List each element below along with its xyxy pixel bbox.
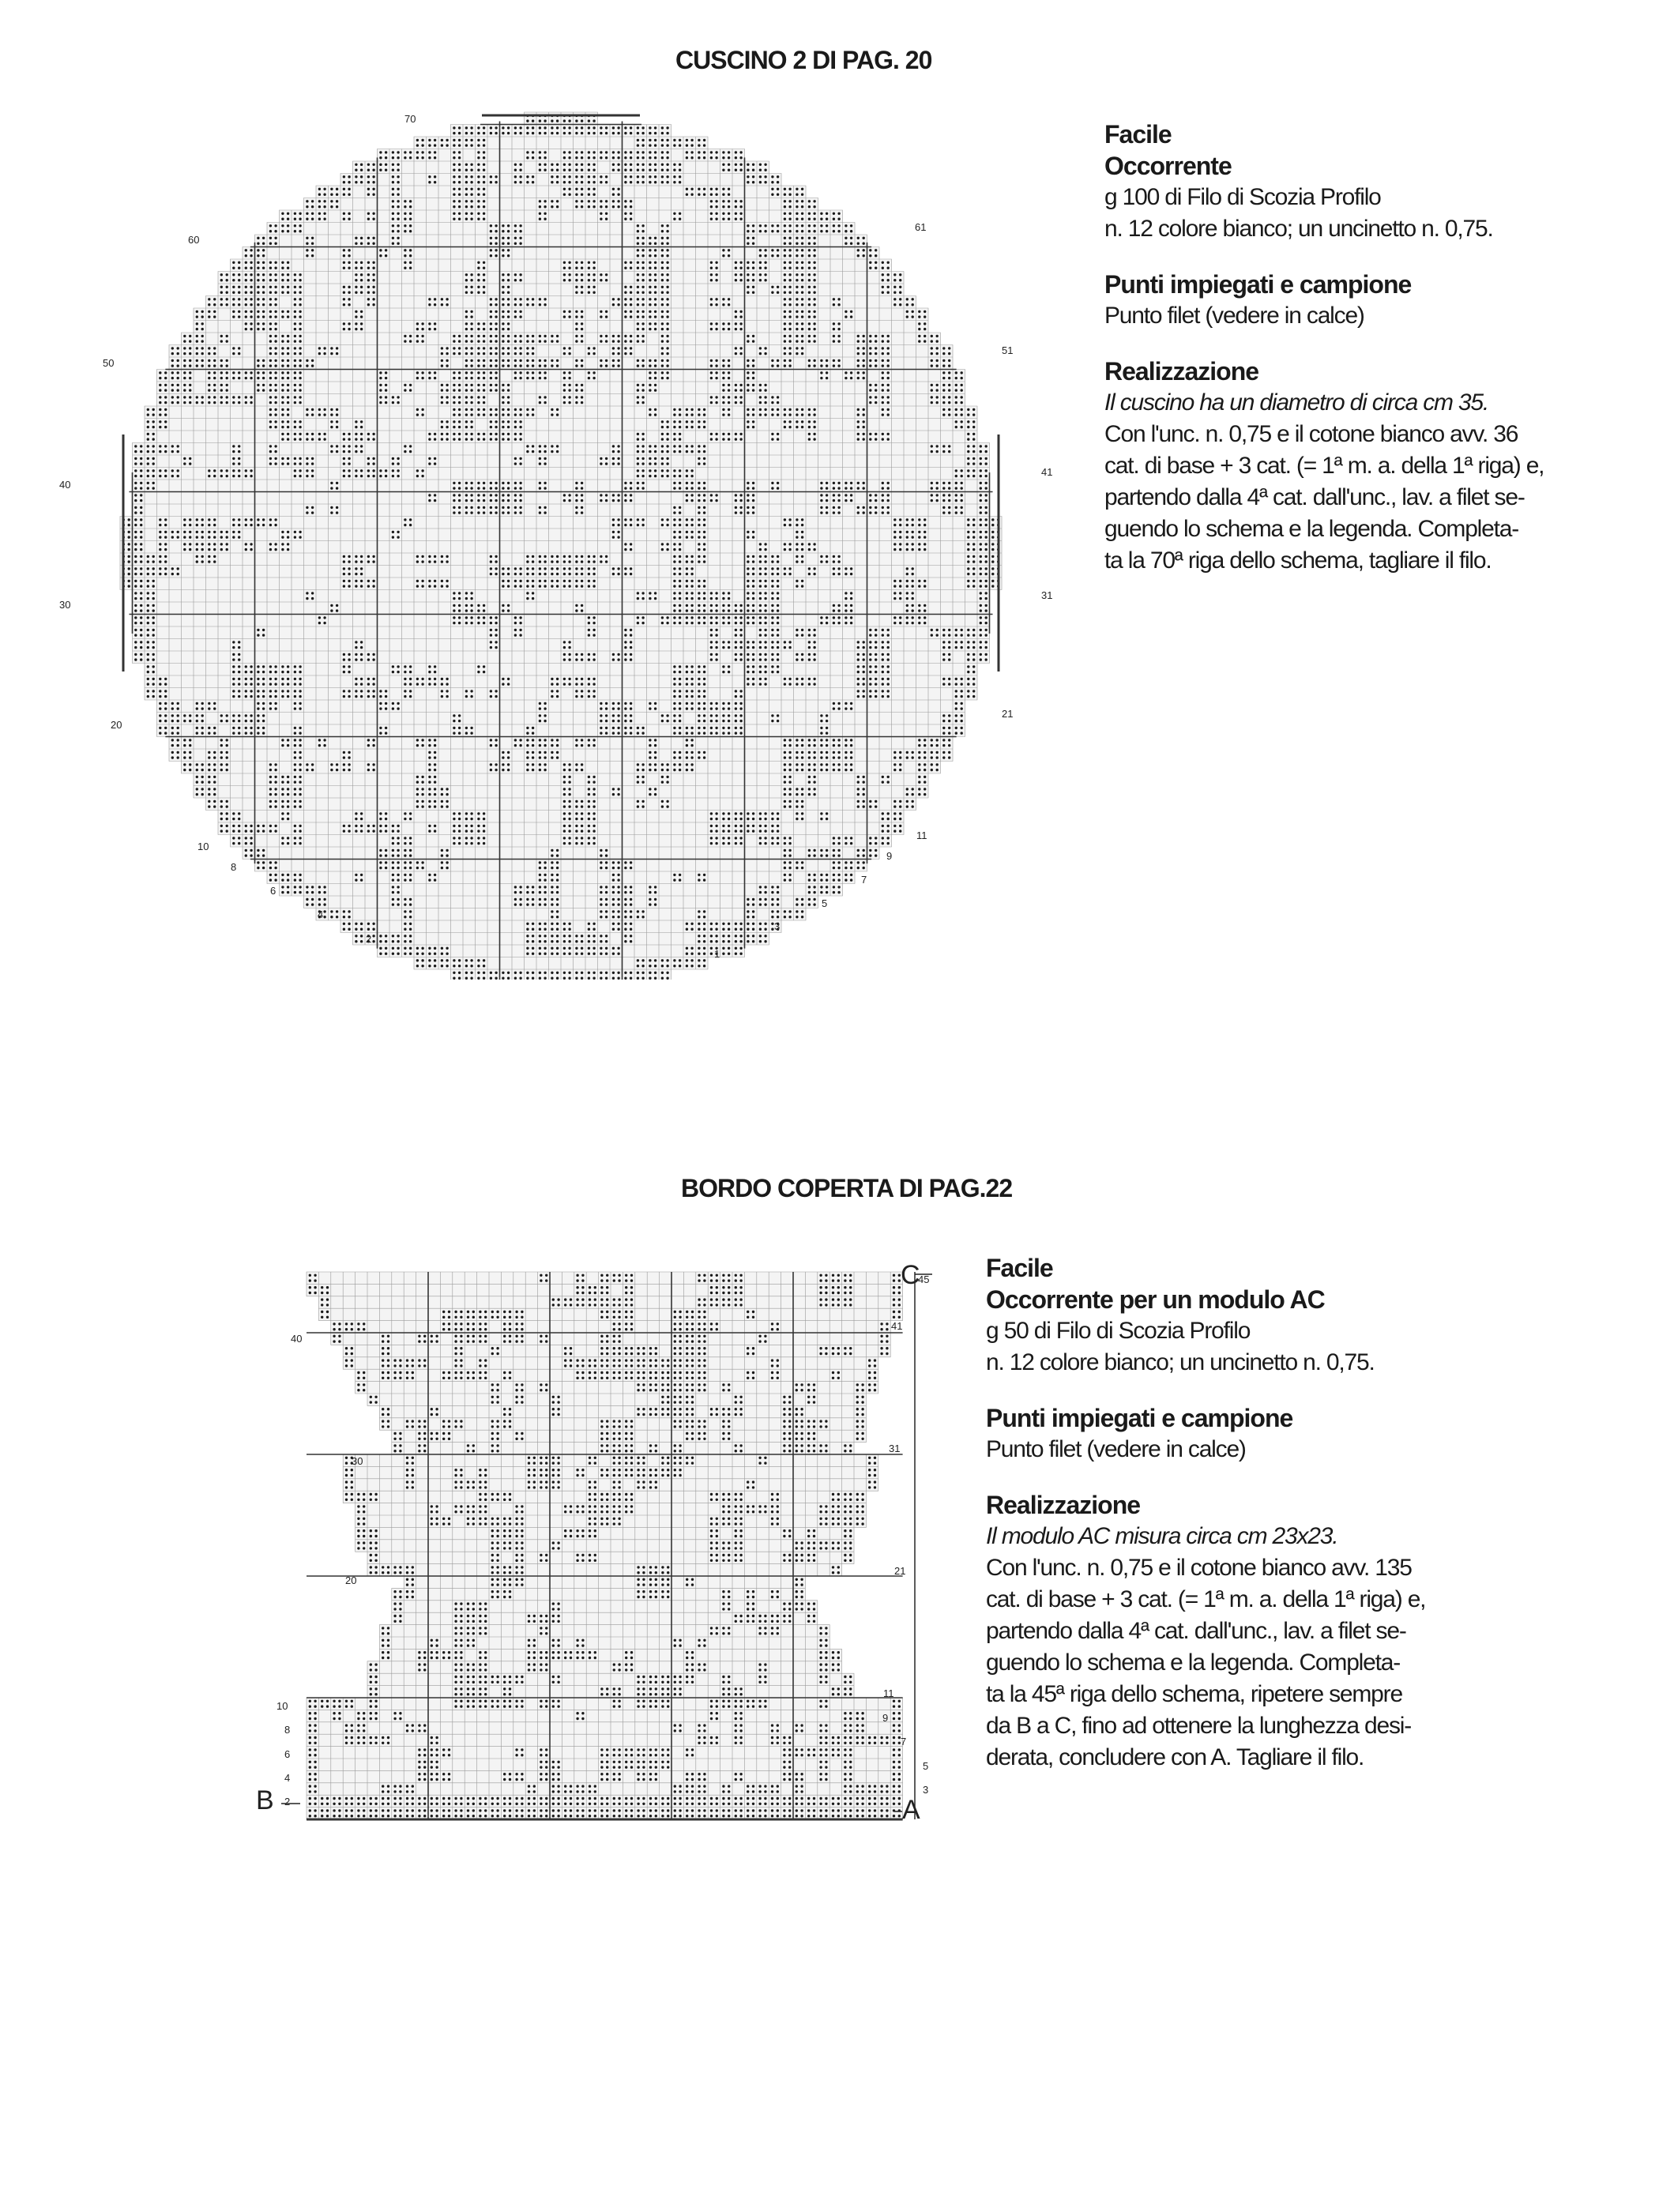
- pattern1-execution-line: guendo lo schema e la legenda. Completa-: [1104, 516, 1519, 542]
- row-label-10: 10: [198, 841, 209, 852]
- letter-b: B: [256, 1785, 274, 1815]
- row-label-60: 60: [188, 234, 200, 246]
- row-label-4: 4: [284, 1772, 291, 1784]
- pattern1-stitches-heading: Punti impiegati e campione: [1104, 270, 1412, 299]
- pattern2-execution-line: derata, concludere con A. Tagliare il filo.: [986, 1744, 1364, 1770]
- letter-a: A: [902, 1795, 920, 1825]
- pattern1-instructions: [1104, 118, 1626, 577]
- pattern1-execution-line: cat. di base + 3 cat. (= 1ª m. a. della 1ª riga) e,: [1104, 453, 1544, 479]
- cushion-chart: [47, 103, 1074, 980]
- row-label-30: 30: [352, 1455, 363, 1467]
- row-label-51: 51: [1002, 344, 1014, 356]
- pattern2-execution-line: partendo dalla 4ª cat. dall'unc., lav. a filet se-: [986, 1618, 1406, 1644]
- pattern1-materials-heading: Occorrente: [1104, 152, 1232, 180]
- row-label-21: 21: [894, 1565, 906, 1577]
- row-label-40: 40: [59, 479, 71, 491]
- row-label-61: 61: [915, 221, 927, 233]
- pattern1-title: CUSCINO 2 DI PAG. 20: [675, 46, 932, 74]
- row-label-6: 6: [270, 885, 276, 897]
- letter-c: C: [901, 1260, 920, 1290]
- pattern2-difficulty: Facile: [986, 1254, 1053, 1282]
- row-label-7: 7: [901, 1736, 907, 1747]
- pattern1-execution-line: Con l'unc. n. 0,75 e il cotone bianco avv. 36: [1104, 421, 1518, 447]
- pattern2-execution-line: da B a C, fino ad ottenere la lunghezza desi-: [986, 1713, 1412, 1739]
- row-label-40: 40: [291, 1333, 303, 1345]
- pattern1-materials-line: g 100 di Filo di Scozia Profilo: [1104, 184, 1381, 210]
- row-label-41: 41: [1041, 466, 1053, 478]
- row-label-4: 4: [318, 908, 324, 920]
- row-label-20: 20: [111, 719, 122, 731]
- row-label-10: 10: [276, 1700, 288, 1712]
- row-label-9: 9: [886, 850, 893, 862]
- row-label-3: 3: [774, 920, 781, 932]
- pattern2-materials-heading: Occorrente per un modulo AC: [986, 1285, 1325, 1314]
- row-label-30: 30: [59, 599, 71, 611]
- row-label-31: 31: [1041, 589, 1053, 601]
- row-label-5: 5: [822, 897, 828, 909]
- row-label-8: 8: [231, 861, 237, 873]
- pattern2-execution-line: ta la 45ª riga dello schema, ripetere sempre: [986, 1681, 1402, 1707]
- row-label-50: 50: [103, 357, 115, 369]
- pattern2-title: BORDO COPERTA DI PAG.22: [681, 1174, 1013, 1202]
- pattern2-execution-line: guendo lo schema e la legenda. Completa-: [986, 1650, 1401, 1676]
- pattern2-stitches-text: Punto filet (vedere in calce): [986, 1436, 1246, 1462]
- row-label-5: 5: [923, 1760, 929, 1772]
- row-label-11: 11: [916, 830, 927, 841]
- pattern2-execution-line: cat. di base + 3 cat. (= 1ª m. a. della 1ª riga) e,: [986, 1586, 1426, 1612]
- pattern1-difficulty: Facile: [1104, 120, 1172, 149]
- row-label-20: 20: [345, 1574, 357, 1586]
- row-label-1: 1: [714, 948, 720, 960]
- pattern1-execution-heading: Realizzazione: [1104, 357, 1259, 386]
- row-label-9: 9: [882, 1712, 889, 1724]
- border-grid: [307, 1272, 906, 1819]
- pattern2-execution-intro: Il modulo AC misura circa cm 23x23.: [986, 1523, 1338, 1549]
- row-label-6: 6: [284, 1748, 291, 1760]
- pattern1-stitches-text: Punto filet (vedere in calce): [1104, 303, 1364, 329]
- pattern1-materials-line: n. 12 colore bianco; un uncinetto n. 0,75.: [1104, 216, 1493, 242]
- row-label-41: 41: [891, 1320, 903, 1332]
- row-label-45: 45: [918, 1273, 930, 1285]
- pattern2-materials-line: g 50 di Filo di Scozia Profilo: [986, 1318, 1251, 1344]
- row-label-8: 8: [284, 1724, 291, 1736]
- pattern1-execution-intro: Il cuscino ha un diametro di circa cm 35.: [1104, 389, 1489, 416]
- pattern2-stitches-heading: Punti impiegati e campione: [986, 1404, 1293, 1432]
- row-label-2: 2: [366, 933, 372, 945]
- row-label-7: 7: [861, 874, 867, 886]
- row-label-21: 21: [1002, 708, 1014, 720]
- row-label-31: 31: [889, 1443, 901, 1454]
- row-label-11: 11: [883, 1687, 894, 1699]
- pattern2-materials-line: n. 12 colore bianco; un uncinetto n. 0,75.: [986, 1349, 1375, 1375]
- row-label-70: 70: [404, 113, 416, 125]
- pattern2-execution-heading: Realizzazione: [986, 1491, 1141, 1519]
- row-label-2: 2: [284, 1796, 291, 1808]
- pattern1-execution-line: partendo dalla 4ª cat. dall'unc., lav. a filet se-: [1104, 484, 1525, 510]
- pattern2-instructions: [986, 1252, 1555, 1774]
- row-label-3: 3: [923, 1784, 929, 1796]
- pattern2-execution-line: Con l'unc. n. 0,75 e il cotone bianco avv. 135: [986, 1555, 1412, 1581]
- border-chart: [253, 1252, 972, 1833]
- pattern1-execution-line: ta la 70ª riga dello schema, tagliare il filo.: [1104, 547, 1492, 574]
